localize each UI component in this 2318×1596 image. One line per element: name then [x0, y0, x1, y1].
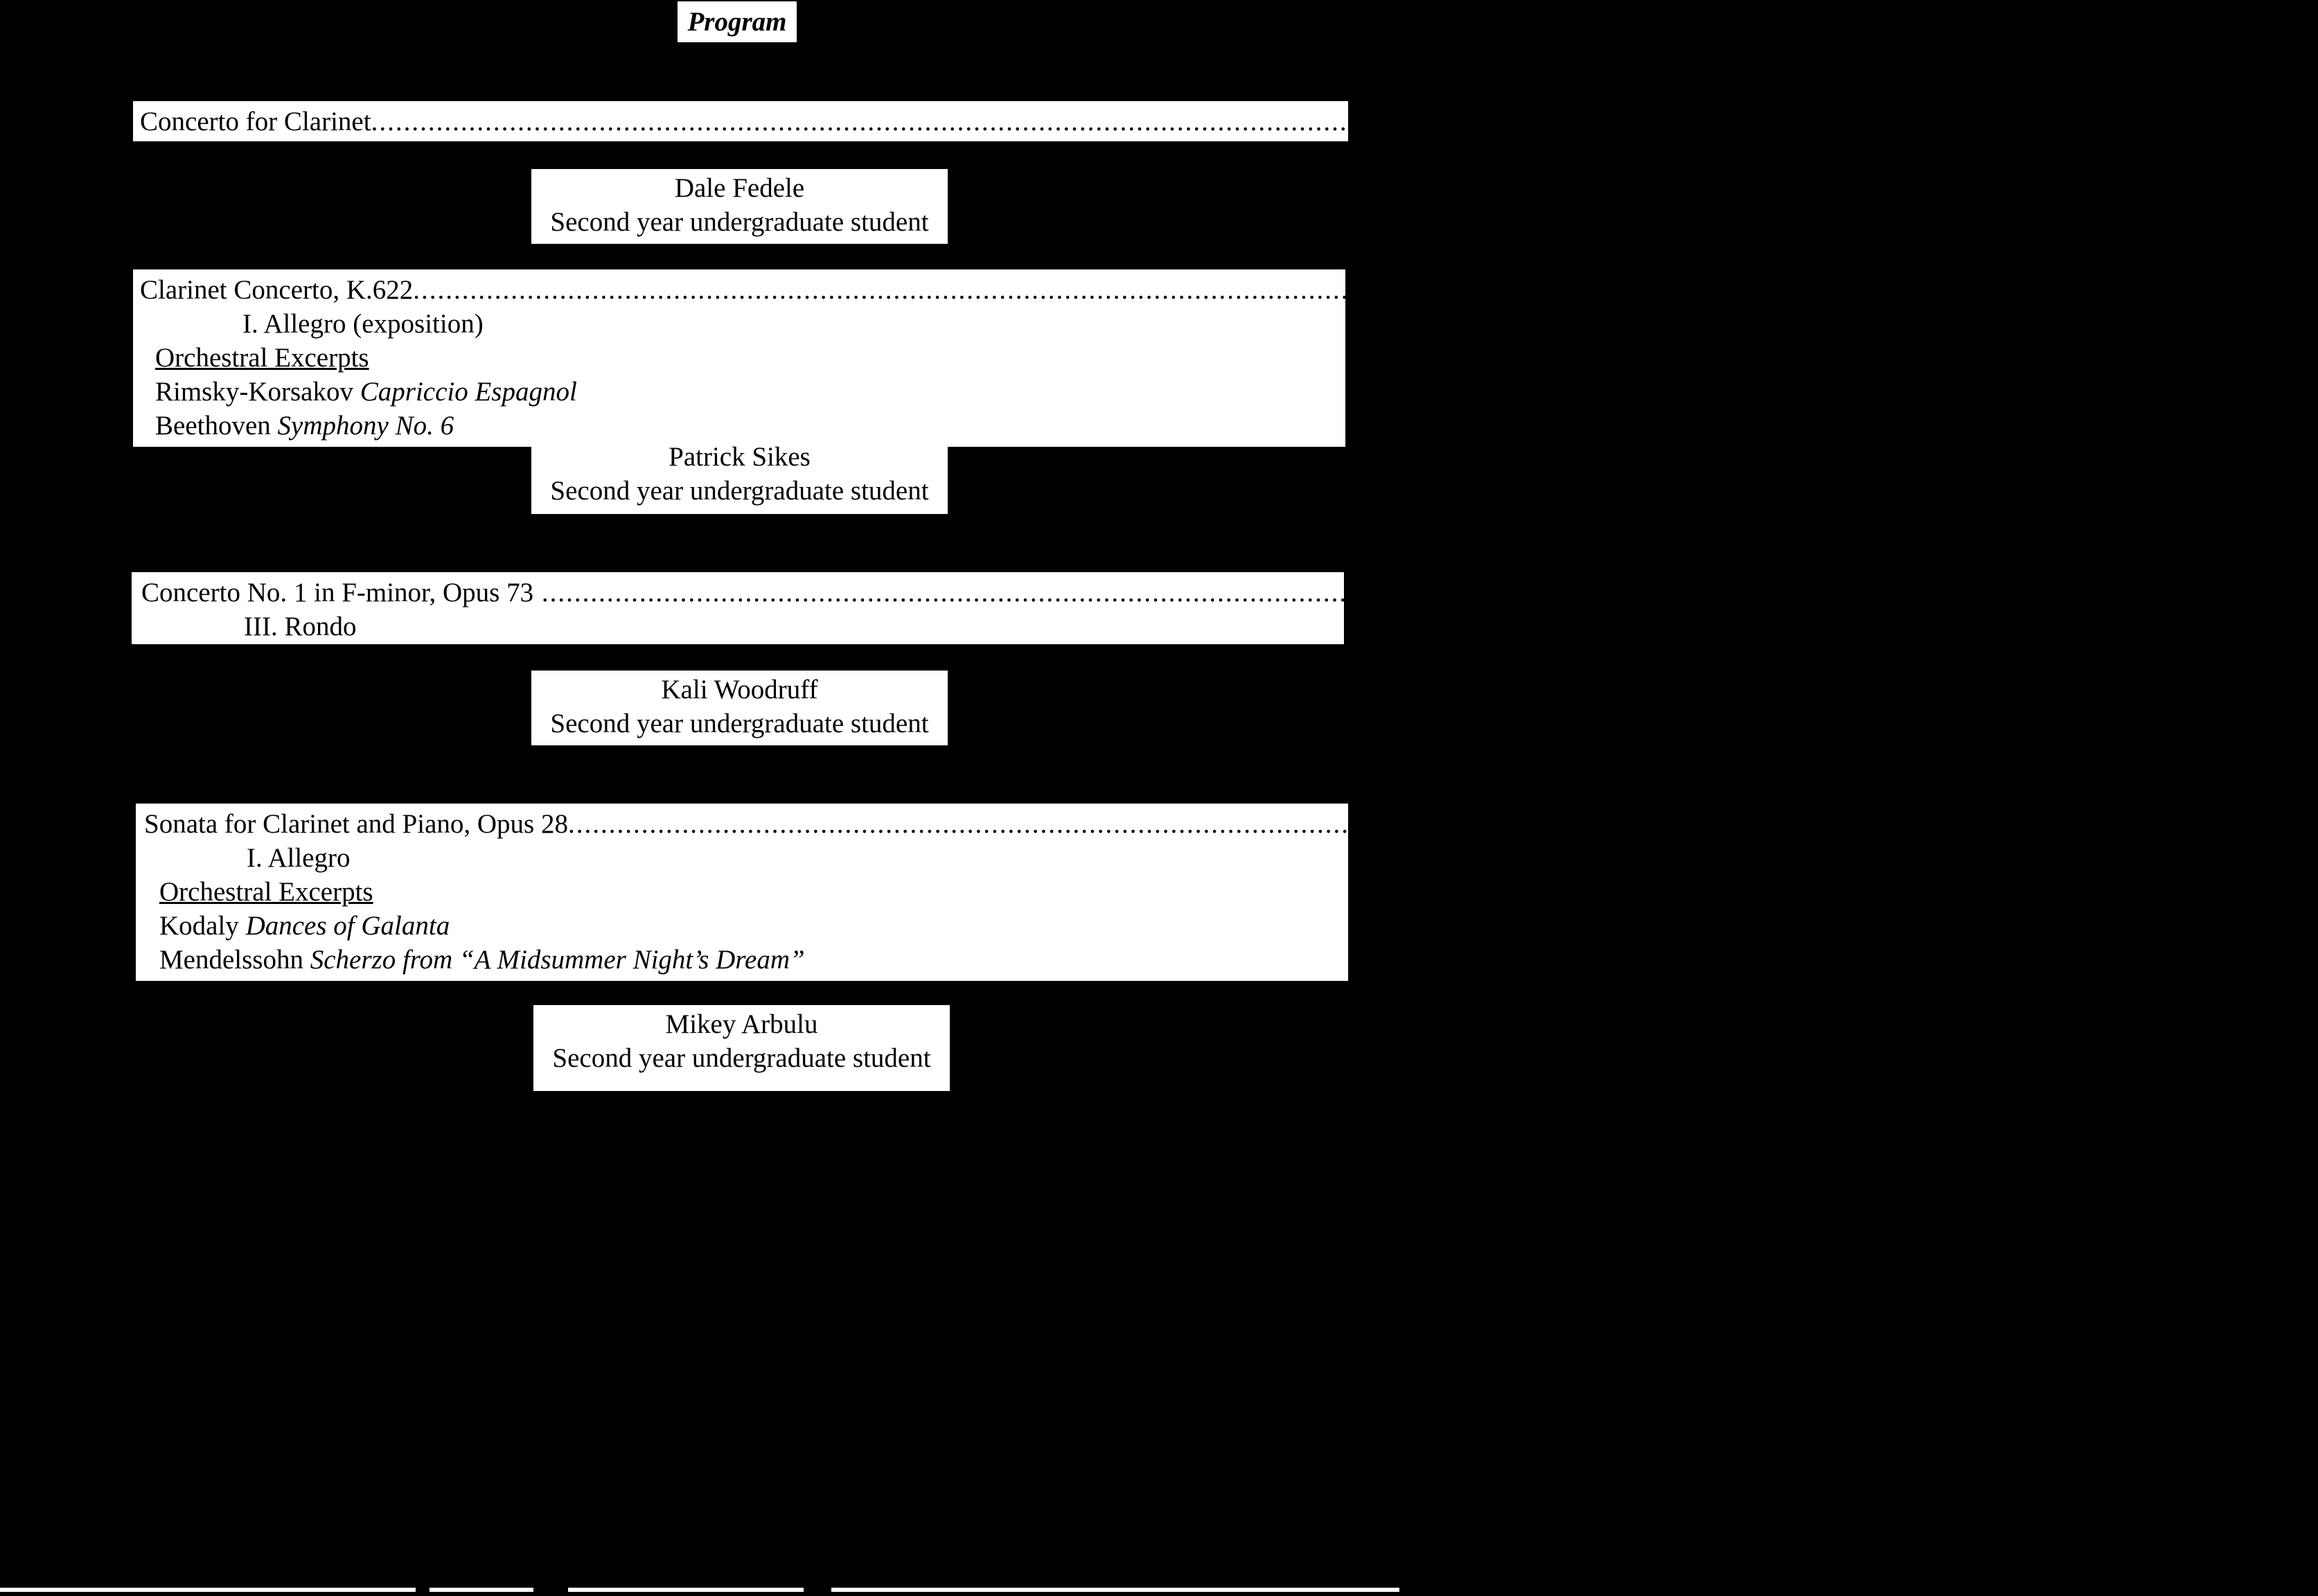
performer-4 [533, 1005, 950, 1091]
bottom-edge-strip [0, 1588, 416, 1592]
performer-3-name: Kali Woodruff [661, 675, 818, 704]
piece-3-line [141, 576, 2292, 610]
piece-1-work: Concerto for Clarinet [140, 107, 371, 136]
bottom-edge-strip [831, 1588, 1399, 1592]
bottom-edge-strip [568, 1588, 804, 1592]
excerpt-title: Symphony No. 6 [277, 411, 454, 441]
piece-1 [133, 101, 2046, 141]
piece-2-excerpt-2 [140, 409, 1338, 443]
performer-3 [531, 671, 948, 745]
piece-2-movement: I. Allegro (exposition) [242, 309, 484, 339]
piece-4-composer: Mieczyslaw Weinberg (1919-1996) [1935, 809, 2318, 839]
piece-4-movement: I. Allegro [247, 843, 351, 873]
performer-1 [531, 169, 948, 244]
piece-1-line [140, 105, 2046, 139]
piece-3 [132, 572, 2292, 644]
excerpt-composer: Beethoven [155, 411, 271, 441]
piece-4-work: Sonata for Clarinet and Piano, Opus 28 [144, 809, 568, 839]
piece-4-excerpt-2 [144, 943, 1341, 977]
piece-4-excerpt-1 [144, 909, 1341, 943]
piece-4 [136, 804, 2318, 981]
performer-3-year: Second year undergraduate student [550, 709, 929, 738]
piece-2-leader: ........................................................................................................................................................................ [413, 275, 1781, 305]
piece-2-excerpts-heading: Orchestral Excerpts [155, 343, 369, 373]
excerpt-composer: Rimsky-Korsakov [155, 377, 353, 407]
page-title-text: Program [687, 7, 787, 37]
excerpt-title: Dances of Galanta [245, 911, 450, 941]
piece-3-leader: ........................................................................................................................................................................ [533, 578, 1909, 608]
piece-3-composer: Carl Maria von Weber (1786-1826) [1909, 578, 2292, 608]
performer-2 [531, 440, 948, 514]
piece-2 [133, 269, 2064, 447]
performer-2-year: Second year undergraduate student [550, 476, 929, 506]
performer-4-name: Mikey Arbulu [665, 1009, 818, 1039]
page-title [678, 1, 797, 42]
piece-3-work: Concerto No. 1 in F-minor, Opus 73 [141, 578, 534, 608]
piece-1-leader: ........................................................................................................................................................................ [371, 107, 1739, 136]
piece-1-composer: Aaron Copland (1900-1990) [1738, 107, 2046, 136]
piece-2-excerpt-1 [140, 375, 1338, 409]
piece-4-line [144, 807, 2318, 841]
piece-4-excerpts-heading: Orchestral Excerpts [159, 877, 373, 907]
excerpt-title: Capriccio Espagnol [360, 377, 577, 407]
piece-2-composer: W.A. Mozart (1756-1791) [1780, 275, 2064, 305]
piece-4-leader: ........................................................................................................................................................................ [567, 809, 1936, 839]
performer-1-year: Second year undergraduate student [550, 207, 929, 237]
performer-2-name: Patrick Sikes [669, 442, 811, 472]
excerpt-composer: Kodaly [159, 911, 239, 941]
piece-2-work: Clarinet Concerto, K.622 [140, 275, 414, 305]
bottom-edge-strip [430, 1588, 533, 1592]
piece-3-movement: III. Rondo [244, 612, 357, 641]
excerpt-composer: Mendelssohn [159, 945, 303, 975]
piece-2-line [140, 273, 2064, 307]
performer-1-name: Dale Fedele [674, 173, 805, 203]
performer-4-year: Second year undergraduate student [552, 1043, 931, 1073]
excerpt-title: Scherzo from “A Midsummer Night’s Dream” [310, 945, 805, 975]
